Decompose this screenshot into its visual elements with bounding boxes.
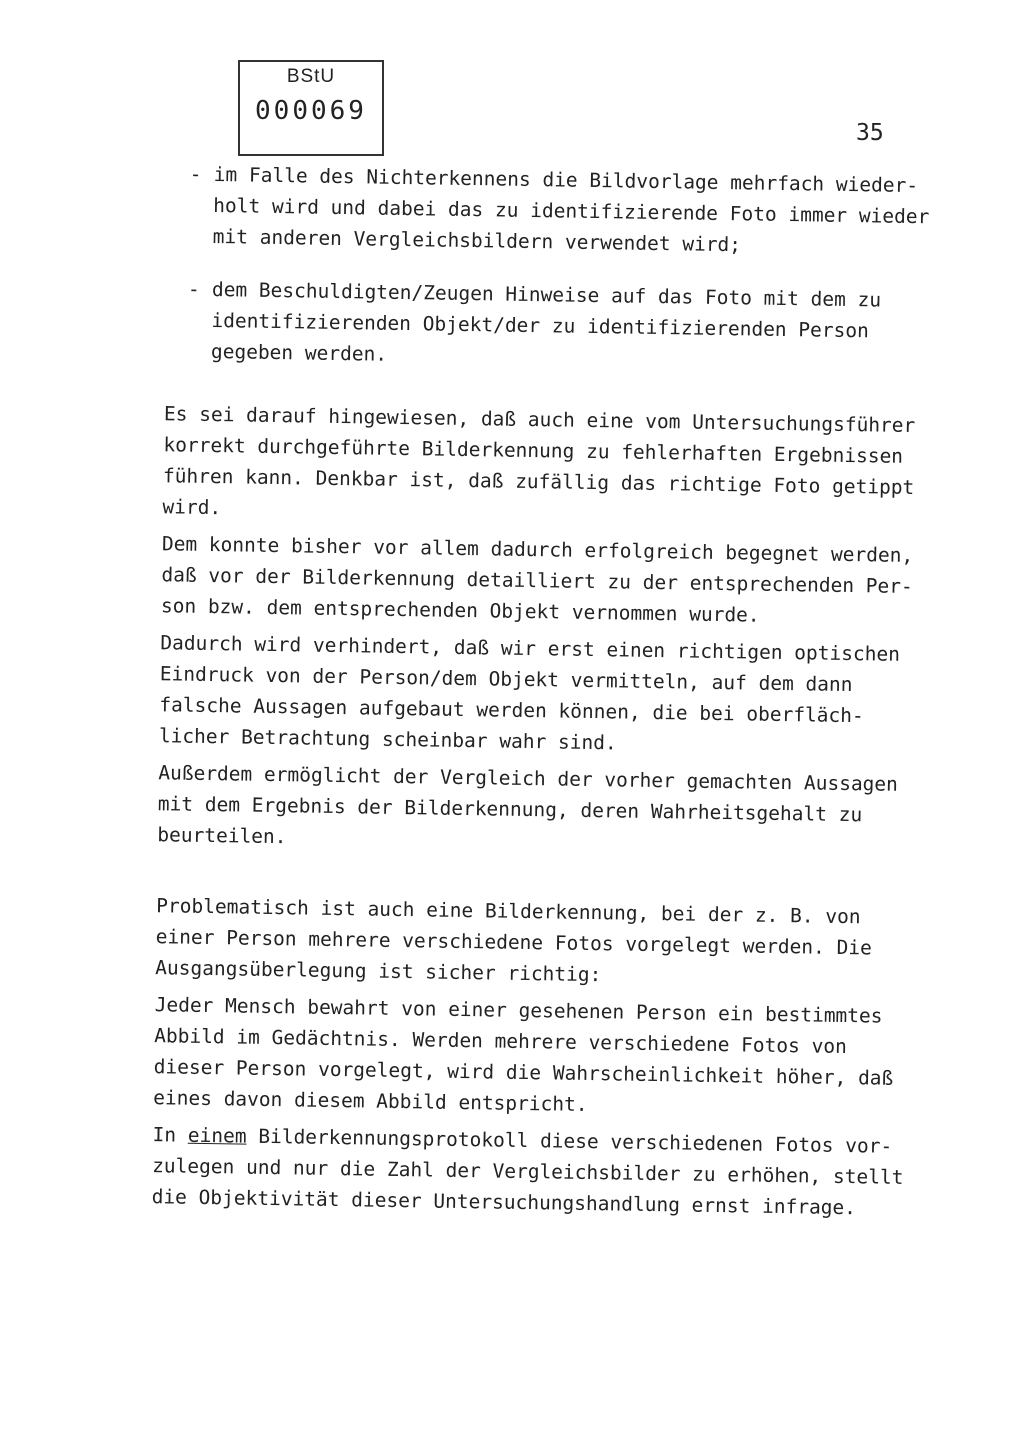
- bullet-dash: -: [187, 277, 200, 301]
- paragraph: [143, 528, 969, 634]
- underlined-word: einem: [187, 1123, 247, 1148]
- text-line: Es sei darauf hingewiesen, daß auch eine vom Untersuchungsführer: [163, 402, 916, 438]
- stamp-number: 000069: [255, 96, 367, 126]
- text-line: falsche Aussagen aufgebaut werden können, die bei oberfläch-: [159, 693, 864, 728]
- text-line: einer Person mehrere verschiedene Fotos vorgelegt werden. Die: [155, 925, 873, 960]
- page-number: 35: [856, 120, 884, 146]
- paragraph: [141, 627, 968, 764]
- text-line: Dadurch wird verhindert, daß wir erst einen richtigen optischen: [160, 631, 901, 666]
- bullet-dash: -: [189, 162, 202, 186]
- text-line: Dem konnte bisher vor allem dadurch erfolgreich begegnet werden,: [161, 532, 914, 568]
- text-line: die Objektivität dieser Untersuchungshandlung ernst infrage.: [151, 1185, 857, 1220]
- bullet-item: [187, 274, 973, 379]
- text-line: dieser Person vorgelegt, wird die Wahrscheinlichkeit höher, daß: [153, 1055, 894, 1090]
- text-line: gegeben werden.: [210, 339, 388, 366]
- text-line: beurteilen.: [157, 823, 287, 849]
- text-line: führen kann. Denkbar ist, daß zufällig das richtige Foto getippt: [162, 464, 915, 500]
- text-line: licher Betrachtung scheinbar wahr sind.: [158, 724, 617, 755]
- text-line: wird.: [162, 495, 222, 520]
- stamp-org: BStU: [286, 66, 336, 87]
- text-line: holt wird und dabei das zu identifizierende Foto immer wieder: [213, 194, 930, 229]
- text-line: korrekt durchgeführte Bilderkennung zu fehlerhaften Ergebnissen: [163, 433, 904, 468]
- text-line: Eindruck von der Person/dem Objekt vermitteln, auf dem dann: [159, 662, 853, 697]
- text-line: Abbild im Gedächtnis. Werden mehrere verschiedene Fotos von: [154, 1024, 847, 1059]
- text-line: dem Beschuldigten/Zeugen Hinweise auf das Foto mit dem zu: [211, 277, 882, 312]
- text-rest: Bilderkennungsprotokoll diese verschiedenen Fotos vor-: [246, 1124, 893, 1158]
- text-line: zulegen und nur die Zahl der Vergleichsbilder zu erhöhen, stellt: [151, 1154, 904, 1189]
- text-line: mit dem Ergebnis der Bilderkennung, deren Wahrheitsgehalt zu: [157, 792, 863, 827]
- bullet-item: [189, 159, 975, 264]
- paragraph: [135, 989, 962, 1126]
- text-line: Ausgangsüberlegung ist sicher richtig:: [155, 956, 602, 987]
- text-line: Außerdem ermöglicht der Vergleich der vorher gemachten Aussagen: [158, 761, 899, 796]
- text-line: Problematisch ist auch eine Bilderkennung, bei der z. B. von: [156, 894, 861, 929]
- text-line: son bzw. dem entsprechenden Objekt vernommen wurde.: [160, 594, 760, 627]
- text-prefix: In: [152, 1123, 189, 1147]
- text-line: identifizierenden Objekt/der zu identifizierenden Person: [211, 308, 870, 343]
- paragraph: [137, 890, 963, 996]
- paragraph: [139, 757, 965, 863]
- text-line: mit anderen Vergleichsbildern verwendet wird;: [212, 224, 742, 257]
- text-line: daß vor der Bilderkennung detailliert zu der entsprechenden Per-: [161, 563, 913, 599]
- archive-stamp: [238, 60, 384, 156]
- body-text: [133, 158, 974, 1225]
- paragraph: [133, 1119, 959, 1225]
- text-line: im Falle des Nichterkennens die Bildvorlage mehrfach wieder-: [213, 163, 919, 198]
- text-line: eines davon diesem Abbild entspricht.: [153, 1086, 588, 1116]
- text-line: Jeder Mensch bewahrt von einer gesehenen Person ein bestimmtes: [154, 993, 883, 1028]
- paragraph: [144, 398, 971, 535]
